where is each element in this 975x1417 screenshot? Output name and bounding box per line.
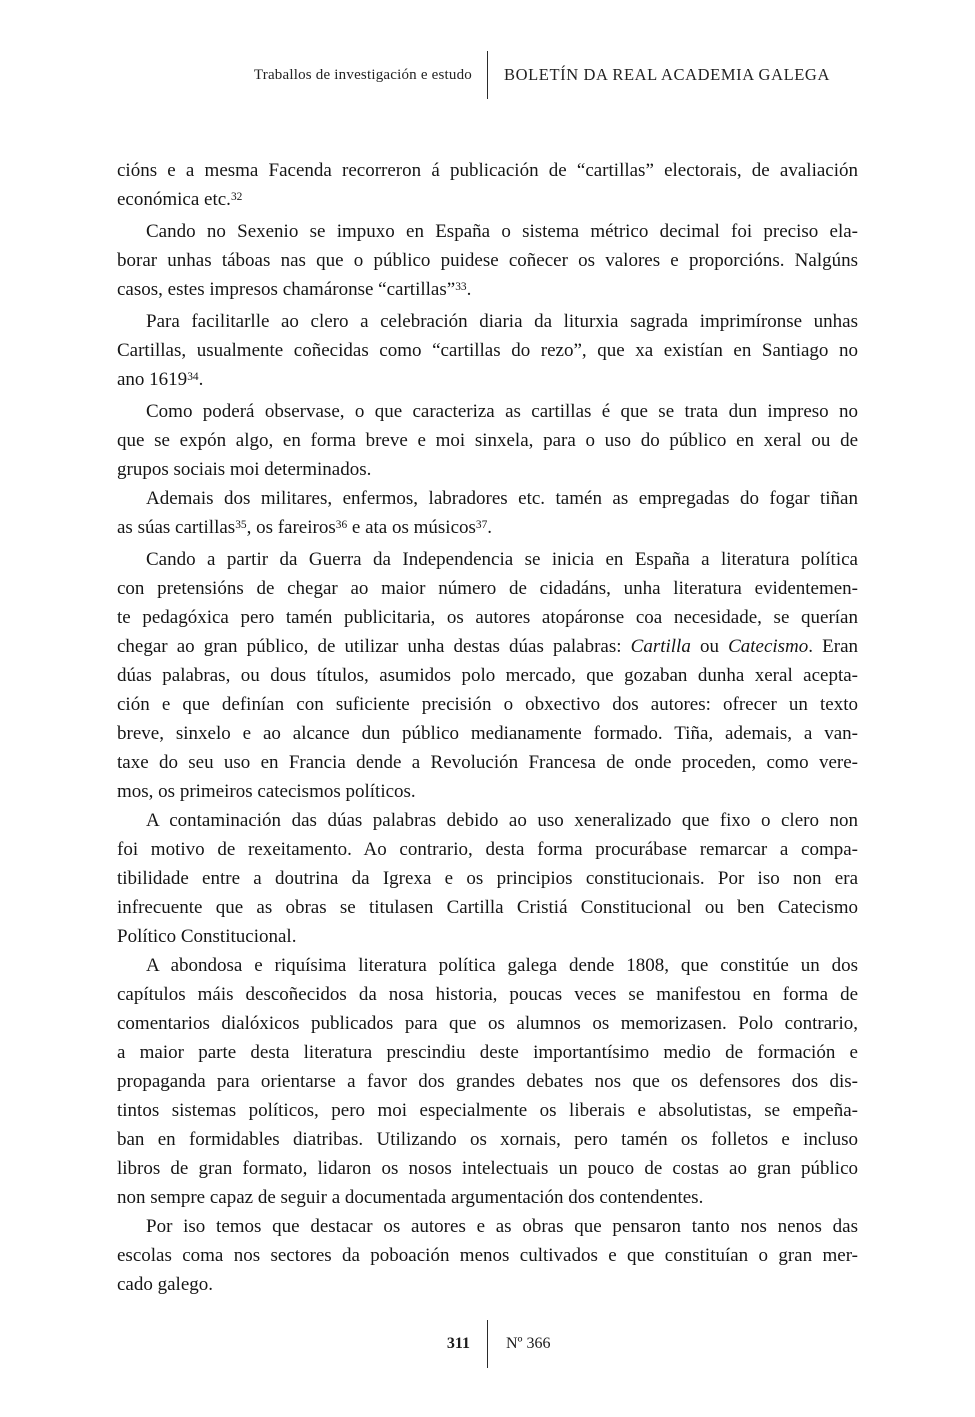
text-line: [117, 922, 858, 951]
text-line: [117, 893, 858, 922]
text-line: [117, 307, 858, 336]
text-run: foi motivo de rexeitamento. Ao contrario, desta forma procurábase remarcar a compa-: [117, 839, 858, 860]
text-run: Cartillas, usualmente coñecidas como “cartillas do rezo”, que xa existían en Santiago no: [117, 340, 858, 361]
text-run: A contaminación das dúas palabras debido ao uso xeneralizado que fixo o clero non: [146, 810, 858, 831]
body-text: [117, 156, 858, 1299]
text-line: [117, 217, 858, 246]
text-line: [117, 632, 858, 661]
text-line: [117, 1038, 858, 1067]
text-line: [117, 864, 858, 893]
text-run: Para facilitarlle ao clero a celebración diaria da liturxia sagrada imprimíronse unhas: [146, 311, 858, 332]
text-line: [117, 603, 858, 632]
text-run: taxe do seu uso en Francia dende a Revolución Francesa de onde proceden, como vere-: [117, 752, 858, 773]
text-line: [117, 719, 858, 748]
text-run: Cando no Sexenio se impuxo en España o sistema métrico decimal foi preciso ela-: [146, 221, 858, 242]
text-run: ción e que definían con suficiente precisión o obxectivo dos autores: ofrecer un texto: [117, 694, 858, 715]
text-run: que se expón algo, en forma breve e moi sinxela, para o uso do público en xeral ou de: [117, 430, 858, 451]
text-run: .: [466, 279, 472, 300]
text-run: te pedagóxica pero tamén publicitaria, os autores atopáronse coa necesidade, se querían: [117, 607, 858, 628]
paragraph: [117, 307, 858, 397]
paragraph: [117, 156, 858, 217]
italic-term: Cartilla: [630, 636, 691, 657]
text-run: Político Constitucional.: [117, 926, 297, 947]
text-line: [117, 484, 858, 513]
footnote-reference: 35: [235, 518, 247, 531]
text-line: [117, 246, 858, 275]
text-run: grupos sociais moi determinados.: [117, 459, 372, 480]
text-run: dúas palabras, ou dous títulos, asumidos polo mercado, que gozaban dunha xeral acepta-: [117, 665, 858, 686]
text-line: [117, 574, 858, 603]
paragraph: [117, 1212, 858, 1299]
paragraph: [117, 397, 858, 484]
text-run: Como poderá observase, o que caracteriza as cartillas é que se trata dun impreso no: [146, 401, 858, 422]
text-run: , os fareiros: [246, 517, 336, 538]
text-line: [117, 806, 858, 835]
text-line: [117, 1125, 858, 1154]
text-line: [117, 1096, 858, 1125]
text-run: capítulos máis descoñecidos da nosa historia, poucas veces se manifestou en forma de: [117, 984, 858, 1005]
text-run: económica etc.: [117, 189, 231, 210]
text-line: [117, 661, 858, 690]
text-run: Por iso temos que destacar os autores e as obras que pensaron tanto nos nenos das: [146, 1216, 858, 1237]
footnote-reference: 32: [230, 190, 243, 203]
text-run: cado galego.: [117, 1274, 214, 1295]
paragraph: [117, 545, 858, 806]
text-line: [117, 951, 858, 980]
text-run: as súas cartillas: [117, 517, 236, 538]
text-line: [117, 1067, 858, 1096]
header-journal-title: BOLETÍN DA REAL ACADEMIA GALEGA: [504, 65, 830, 84]
text-run: Ademais dos militares, enfermos, labradores etc. tamén as empregadas do fogar tiñan: [146, 488, 858, 509]
text-run: borar unhas táboas nas que o público puidese coñecer os valores e proporcións. Nalgúns: [117, 250, 858, 271]
text-line: [117, 1270, 858, 1299]
text-run: infrecuente que as obras se titulasen Cartilla Cristiá Constitucional ou ben Catecismo: [117, 897, 858, 918]
text-run: comentarios dialóxicos publicados para que os alumnos os memorizasen. Polo contrario,: [117, 1013, 858, 1034]
text-run: breve, sinxelo e ao alcance dun público medianamente formado. Tiña, ademais, a van-: [117, 723, 858, 744]
text-line: [117, 426, 858, 455]
paragraph: [117, 484, 858, 545]
text-run: e ata os músicos: [347, 517, 476, 538]
text-run: tintos sistemas políticos, pero moi especialmente os liberais e absolutistas, se empeña-: [117, 1100, 858, 1121]
text-run: .: [487, 517, 493, 538]
text-run: escolas coma nos sectores da poboación menos cultivados e que constituían o gran mer-: [117, 1245, 858, 1266]
text-line: [117, 748, 858, 777]
text-line: [117, 513, 858, 545]
footnote-reference: 36: [335, 518, 348, 531]
text-line: [117, 397, 858, 426]
issue-number: Nº 366: [506, 1335, 551, 1352]
text-run: .: [198, 369, 204, 390]
text-line: [117, 690, 858, 719]
text-run: tibilidade entre a doutrina da Igrexa e os principios constitucionais. Por iso non era: [117, 868, 858, 889]
text-line: [117, 1154, 858, 1183]
text-line: [117, 336, 858, 365]
text-line: [117, 185, 858, 217]
text-run: . Eran: [808, 636, 859, 657]
footnote-reference: 34: [187, 370, 199, 383]
text-run: con pretensións de chegar ao maior número de cidadáns, unha literatura evidentemen-: [117, 578, 858, 599]
text-run: non sempre capaz de seguir a documentada argumentación dos contendentes.: [117, 1187, 704, 1208]
text-run: ou: [690, 636, 729, 657]
page-number: 311: [446, 1335, 470, 1352]
text-run: Cando a partir da Guerra da Independencia se inicia en España a literatura política: [146, 549, 858, 570]
text-run: chegar ao gran público, de utilizar unha destas dúas palabras:: [117, 636, 631, 657]
text-run: ano 1619: [117, 369, 188, 390]
paragraph: [117, 951, 858, 1212]
text-run: ban en formidables diatribas. Utilizando os xornais, pero tamén os folletos e incluso: [117, 1129, 858, 1150]
text-line: [117, 1183, 858, 1212]
text-run: mos, os primeiros catecismos políticos.: [117, 781, 416, 802]
text-run: casos, estes impresos chamáronse “cartillas”: [117, 279, 456, 300]
text-run: A abondosa e riquísima literatura política galega dende 1808, que constitúe un dos: [146, 955, 858, 976]
text-line: [117, 156, 858, 185]
text-run: cións e a mesma Facenda recorreron á publicación de “cartillas” electorais, de avaliación: [117, 160, 858, 181]
text-line: [117, 545, 858, 574]
header-section-label: Traballos de investigación e estudo: [253, 66, 472, 83]
text-line: [117, 1212, 858, 1241]
running-head: [0, 50, 975, 100]
footnote-reference: 37: [475, 518, 488, 531]
paragraph: [117, 217, 858, 307]
text-line: [117, 777, 858, 806]
text-line: [117, 980, 858, 1009]
text-run: propaganda para orientarse a favor dos grandes debates nos que os defensores dos dis-: [117, 1071, 858, 1092]
text-line: [117, 1241, 858, 1270]
text-run: a maior parte desta literatura prescindiu deste importantísimo medio de formación e: [117, 1042, 858, 1063]
italic-term: Catecismo: [728, 636, 809, 657]
text-line: [117, 1009, 858, 1038]
text-line: [117, 455, 858, 484]
paragraph: [117, 806, 858, 951]
text-line: [117, 365, 858, 397]
text-run: libros de gran formato, lidaron os nosos intelectuais un pouco de costas ao gran público: [117, 1158, 858, 1179]
text-line: [117, 835, 858, 864]
page-footer: [0, 1318, 975, 1370]
text-line: [117, 275, 858, 307]
footnote-reference: 33: [455, 280, 467, 293]
